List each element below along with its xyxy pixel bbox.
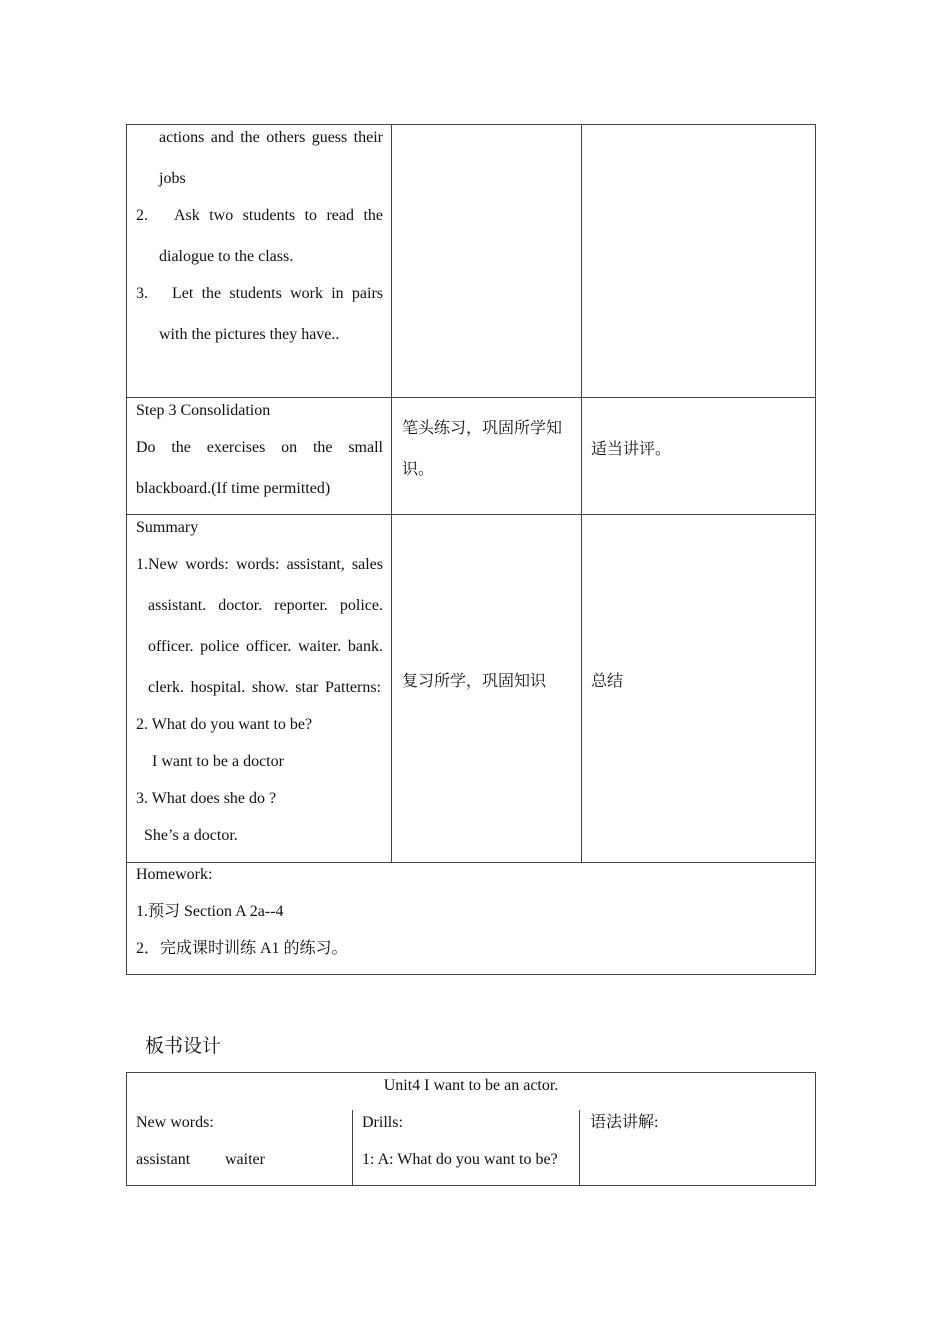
table-border [391,124,392,863]
drill-item: 1: A: What do you want to be? [362,1151,558,1168]
cell-text: blackboard.(If time permitted) [136,480,331,497]
cell-text: 1.New words: words: assistant, sales [136,556,383,573]
cell-text: 1.预习 Section A 2a--4 [136,903,284,920]
cell-text: clerk. hospital. show. star Patterns: [148,679,381,696]
cell-text: 3. What does she do ? [136,790,277,807]
list-number: 2. [136,207,148,224]
table-border [126,124,127,975]
grammar-heading: 语法讲解: [590,1114,659,1131]
new-words-heading: New words: [136,1114,214,1131]
table-border [581,124,582,863]
table-border [126,1072,816,1073]
cell-text: 总结 [591,673,624,690]
table-border [579,1110,580,1186]
table-border [126,1185,816,1186]
cell-text: I want to be a doctor [152,753,284,770]
table-border [126,974,816,975]
cell-text: jobs [159,170,186,187]
cell-text: Do the exercises on the small [136,439,383,456]
table-border [815,124,816,975]
cell-text: 识。 [402,461,435,478]
table-border [126,124,816,125]
homework-title: Homework: [136,866,213,883]
step-title: Step 3 Consolidation [136,402,271,419]
table-border [352,1110,353,1186]
drills-heading: Drills: [362,1114,403,1131]
cell-text: dialogue to the class. [159,248,294,265]
table-border [126,514,816,515]
cell-text: 笔头练习，巩固所学知 [402,420,563,437]
table-border [126,862,816,863]
cell-text: 适当讲评。 [591,441,672,458]
list-number: 3. [136,285,148,302]
cell-text: assistant. doctor. reporter. police. [148,597,383,614]
cell-text: 复习所学，巩固知识 [402,673,547,690]
cell-text: 2. What do you want to be? [136,716,313,733]
cell-text: actions and the others guess their [159,129,383,146]
table-border [126,397,816,398]
word-item: assistant [136,1151,191,1168]
word-item: waiter [225,1151,265,1168]
summary-title: Summary [136,519,199,536]
cell-text: 2．完成课时训练 A1 的练习。 [136,940,348,957]
cell-text: with the pictures they have.. [159,326,340,343]
board-title: Unit4 I want to be an actor. [383,1077,559,1094]
section-heading: 板书设计 [145,1036,222,1057]
cell-text: Ask two students to read the [174,207,383,224]
cell-text: Let the students work in pairs [172,285,383,302]
cell-text: officer. police officer. waiter. bank. [148,638,383,655]
cell-text: She’s a doctor. [144,827,238,844]
